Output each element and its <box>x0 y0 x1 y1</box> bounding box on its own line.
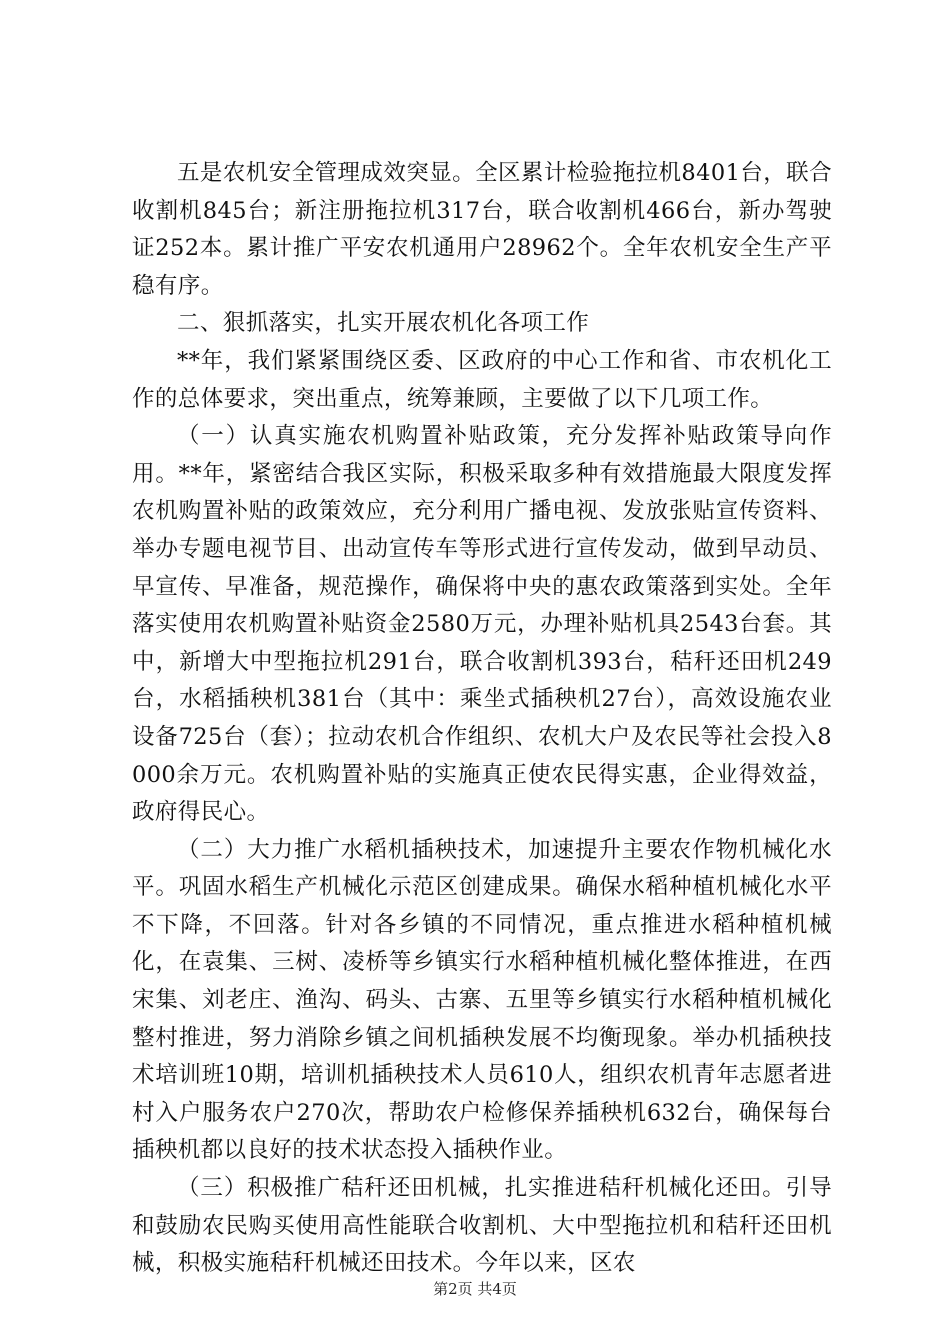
document-body <box>132 155 832 1283</box>
page-footer <box>0 1278 950 1299</box>
paragraph-straw-return: （三）积极推广秸秆还田机械，扎实推进秸秆机械化还田。引导和鼓励农民购买使用高性能联合收割机、大中型拖拉机和秸秆还田机械，积极实施秸秆机械还田技术。今年以来，区农 <box>132 1175 832 1277</box>
paragraph-safety: 五是农机安全管理成效突显。全区累计检验拖拉机8401台，联合收割机845台；新注册拖拉机317台，联合收割机466台，新办驾驶证252本。累计推广平安农机通用户28962个。全年农机安全生产平稳有序。 <box>132 160 832 299</box>
paragraph-intro: **年，我们紧紧围绕区委、区政府的中心工作和省、市农机化工作的总体要求，突出重点，统筹兼顾，主要做了以下几项工作。 <box>132 347 832 412</box>
section-heading: 二、狠抓落实，扎实开展农机化各项工作 <box>177 310 590 337</box>
paragraph-rice-transplanting: （二）大力推广水稻机插秧技术，加速提升主要农作物机械化水平。巩固水稻生产机械化示范区创建成果。确保水稻种植机械化水平不下降，不回落。针对各乡镇的不同情况，重点推进水稻种植机械化，在袁集、三树、凌桥等乡镇实行水稻种植机械化整体推进，在西宋集、刘老庄、渔沟、码头、古寨、五里等乡镇实行水稻种植机械化整村推进，努力消除乡镇之间机插秧发展不均衡现象。举办机插秧技术培训班10期，培训机插秧技术人员610人，组织农机青年志愿者进村入户服务农户270次，帮助农户检修保养插秧机632台，确保每台插秧机都以良好的技术状态投入插秧作业。 <box>132 836 832 1164</box>
page-number: 第2页 共4页 <box>433 1280 517 1298</box>
paragraph-subsidy: （一）认真实施农机购置补贴政策，充分发挥补贴政策导向作用。**年，紧密结合我区实际，积极采取多种有效措施最大限度发挥农机购置补贴的政策效应，充分利用广播电视、发放张贴宣传资料、举办专题电视节目、出动宣传车等形式进行宣传发动，做到早动员、早宣传、早准备，规范操作，确保将中央的惠农政策落到实处。全年落实使用农机购置补贴资金2580万元，办理补贴机具2543台套。其中，新增大中型拖拉机291台，联合收割机393台，秸秆还田机249台，水稻插秧机381台（其中：乘坐式插秧机27台），高效设施农业设备725台（套）；拉动农机合作组织、农机大户及农民等社会投入8000余万元。农机购置补贴的实施真正使农民得实惠，企业得效益，政府得民心。 <box>132 423 832 826</box>
